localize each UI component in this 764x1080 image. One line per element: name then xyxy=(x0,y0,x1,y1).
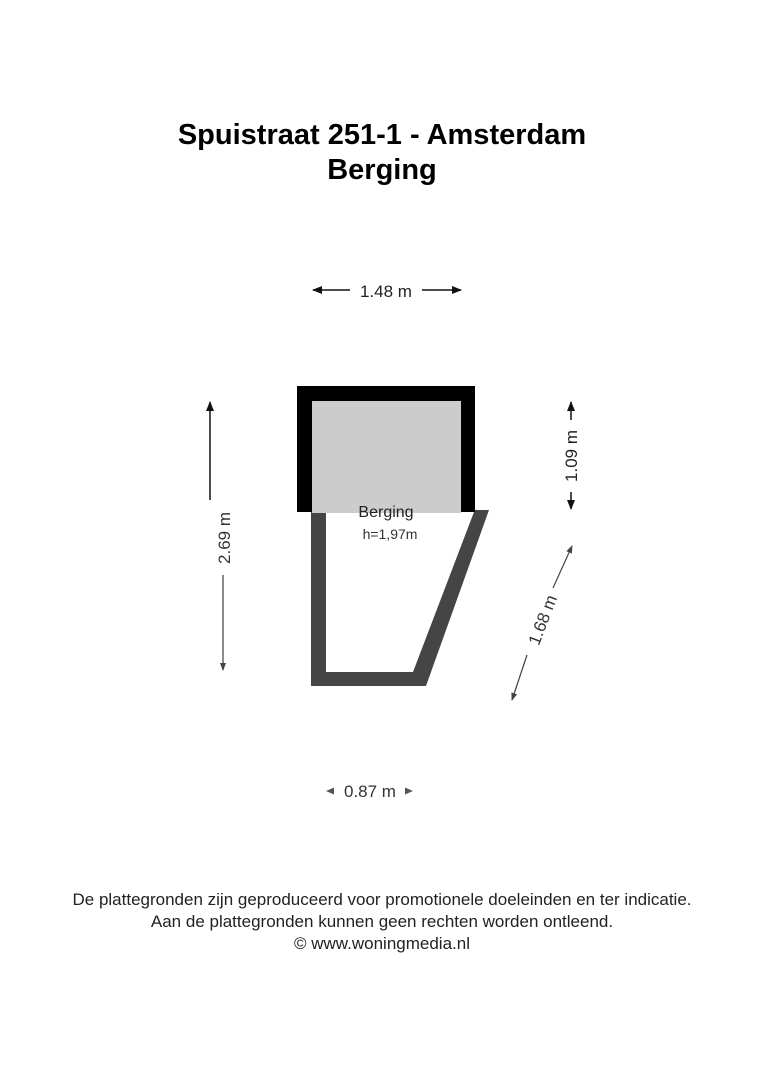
disclaimer-line-2: Aan de plattegronden kunnen geen rechten worden ontleend. xyxy=(150,912,614,931)
upper-room xyxy=(297,386,475,513)
svg-text:1.68 m: 1.68 m xyxy=(524,592,562,648)
room-height: h=1,97m xyxy=(362,526,418,542)
dimension-left-height xyxy=(210,402,234,670)
dimension-right-height xyxy=(562,402,581,509)
svg-text:1.48 m: 1.48 m xyxy=(360,282,412,301)
room-name: Berging xyxy=(358,504,414,521)
svg-text:1.09 m: 1.09 m xyxy=(562,430,581,482)
svg-text:0.87 m: 0.87 m xyxy=(344,782,396,801)
dimension-top-width xyxy=(313,282,461,301)
copyright-link[interactable]: © www.woningmedia.nl xyxy=(294,934,470,953)
dimension-diagonal xyxy=(512,546,572,700)
dimension-bottom-width xyxy=(326,782,413,801)
disclaimer-line-1: De plattegronden zijn geproduceerd voor promotionele doeleinden en ter indicatie. xyxy=(72,890,692,909)
page-subtitle: Berging xyxy=(327,154,437,186)
svg-text:2.69 m: 2.69 m xyxy=(215,512,234,564)
page-title: Spuistraat 251-1 - Amsterdam xyxy=(177,119,587,151)
